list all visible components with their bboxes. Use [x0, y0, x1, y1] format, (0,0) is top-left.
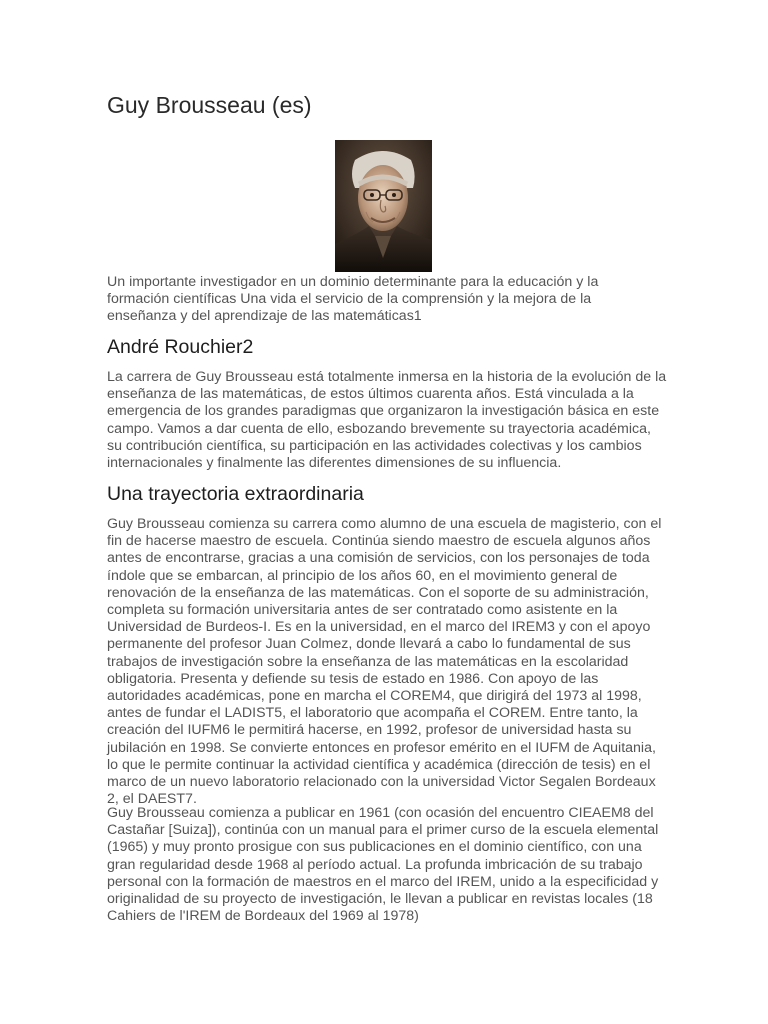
section-heading: Una trayectoria extraordinaria: [107, 483, 364, 505]
paragraph: La carrera de Guy Brousseau está totalmente inmersa en la historia de la evolución de la enseñanza de las matemáticas, de estos últimos cuarenta años. Está vinculada a la emergencia de los grandes paradigmas que organizaron la investigación básica en este campo. Vamos a dar cuenta de ello, esbozando brevemente su trayectoria académica, su contribución científica, su participación en las actividades colectivas y los cambios internacionales y finalmente las diferentes dimensiones de su influencia.: [107, 369, 667, 472]
portrait-photo: [335, 140, 432, 272]
document-title: Guy Brousseau (es): [107, 92, 312, 118]
paragraph: Guy Brousseau comienza su carrera como alumno de una escuela de magisterio, con el fin de hacerse maestro de escuela. Continúa siendo maestro de escuela algunos años antes de encontrarse, gracias a una comisión de servicios, con los personajes de toda índole que se embarcan, al principio de los años 60, en el movimiento general de renovación de la enseñanza de las matemáticas. Con el soporte de su administración, completa su formación universitaria antes de ser contratado como asistente en la Universidad de Burdeos-I. Es en la universidad, en el marco del IREM3 y con el apoyo permanente del profesor Juan Colmez, donde llevará a cabo lo fundamental de sus trabajos de investigación sobre la enseñanza de las matemáticas en la escolaridad obligatoria. Presenta y defiende su tesis de estado en 1986. Con apoyo de las autoridades académicas, pone en marcha el COREM4, que dirigirá del 1973 al 1998, antes de fundar el LADIST5, el laboratorio que acompaña el COREM. Entre tanto, la creación del IUFM6 le permitirá hacerse, en 1992, profesor de universidad hasta su jubilación en 1998. Se convierte entonces en profesor emérito en el IUFM de Aquitania, lo que le permite continuar la actividad científica y académica (dirección de tesis) en el marco de un nuevo laboratorio relacionado con la universidad Victor Segalen Bordeaux 2, el DAEST7.: [107, 516, 662, 808]
section-heading: André Rouchier2: [107, 336, 254, 358]
intro-text: Un importante investigador en un dominio determinante para la educación y la formación científicas Una vida el servicio de la comprensión y la mejora de la enseñanza y del aprendizaje de las matemáticas1: [107, 274, 599, 325]
paragraph: Guy Brousseau comienza a publicar en 1961 (con ocasión del encuentro CIEAEM8 del Castañar [Suiza]), continúa con un manual para el primer curso de la escuela elemental (1965) y muy pronto prosigue con sus publicaciones en el dominio científico, con una gran regularidad desde 1968 al período actual. La profunda imbricación de su trabajo personal con la formación de maestros en el marco del IREM, unido a la especificidad y originalidad de su proyecto de investigación, le llevan a publicar en revistas locales (18 Cahiers de l'IREM de Bordeaux del 1969 al 1978): [107, 805, 659, 925]
portrait-photo-image: [335, 140, 432, 272]
